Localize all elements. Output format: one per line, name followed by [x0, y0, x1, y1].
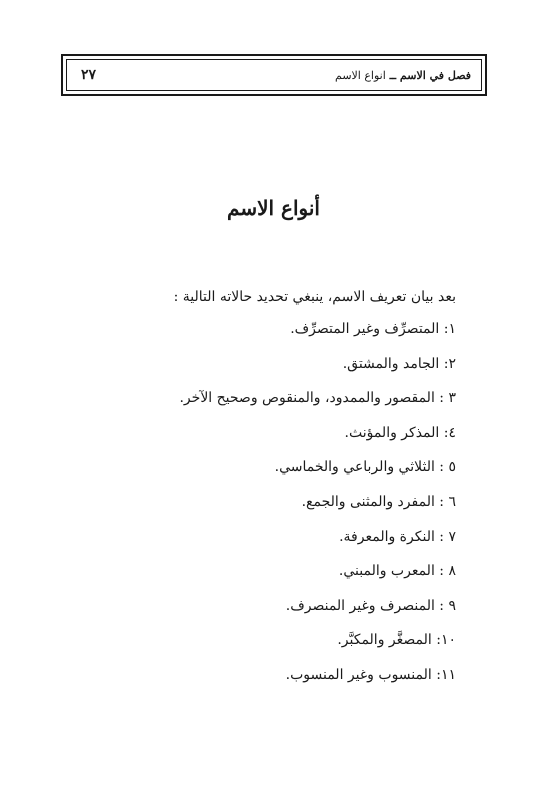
list-item: ٨ : المعرب والمبني. — [338, 563, 456, 580]
page-number: ٢٧ — [81, 67, 97, 83]
list-item: ٣ : المقصور والممدود، والمنقوص وصحيح الآخر. — [179, 390, 456, 407]
page-body — [56, 282, 456, 693]
list-item: ١١: المنسوب وغير المنسوب. — [285, 666, 456, 683]
running-header — [61, 54, 487, 96]
running-header-inner — [66, 59, 482, 91]
running-title — [335, 69, 471, 82]
list-item: ١٠: المصغَّر والمكبَّر. — [337, 632, 456, 649]
list-item: ٤: المذكر والمؤنث. — [344, 424, 456, 441]
list-item: ٦ : المفرد والمثنى والجمع. — [301, 493, 456, 510]
running-title-sub: انواع الاسم — [335, 68, 386, 82]
list-item: ٩ : المنصرف وغير المنصرف. — [285, 597, 456, 614]
list-item: ٢: الجامد والمشتق. — [342, 355, 456, 372]
running-title-main: فصل في الاسم ــ — [389, 68, 471, 82]
intro-paragraph: بعد بيان تعريف الاسم، ينبغي تحديد حالاته التالية : — [173, 289, 456, 305]
noun-types-list — [56, 312, 456, 693]
list-item: ٧ : النكرة والمعرفة. — [339, 528, 456, 545]
section-heading: أنواع الاسم — [227, 196, 320, 220]
list-item: ١: المتصرِّف وغير المتصرِّف. — [290, 321, 456, 337]
list-item: ٥ : الثلاثي والرباعي والخماسي. — [274, 459, 456, 476]
